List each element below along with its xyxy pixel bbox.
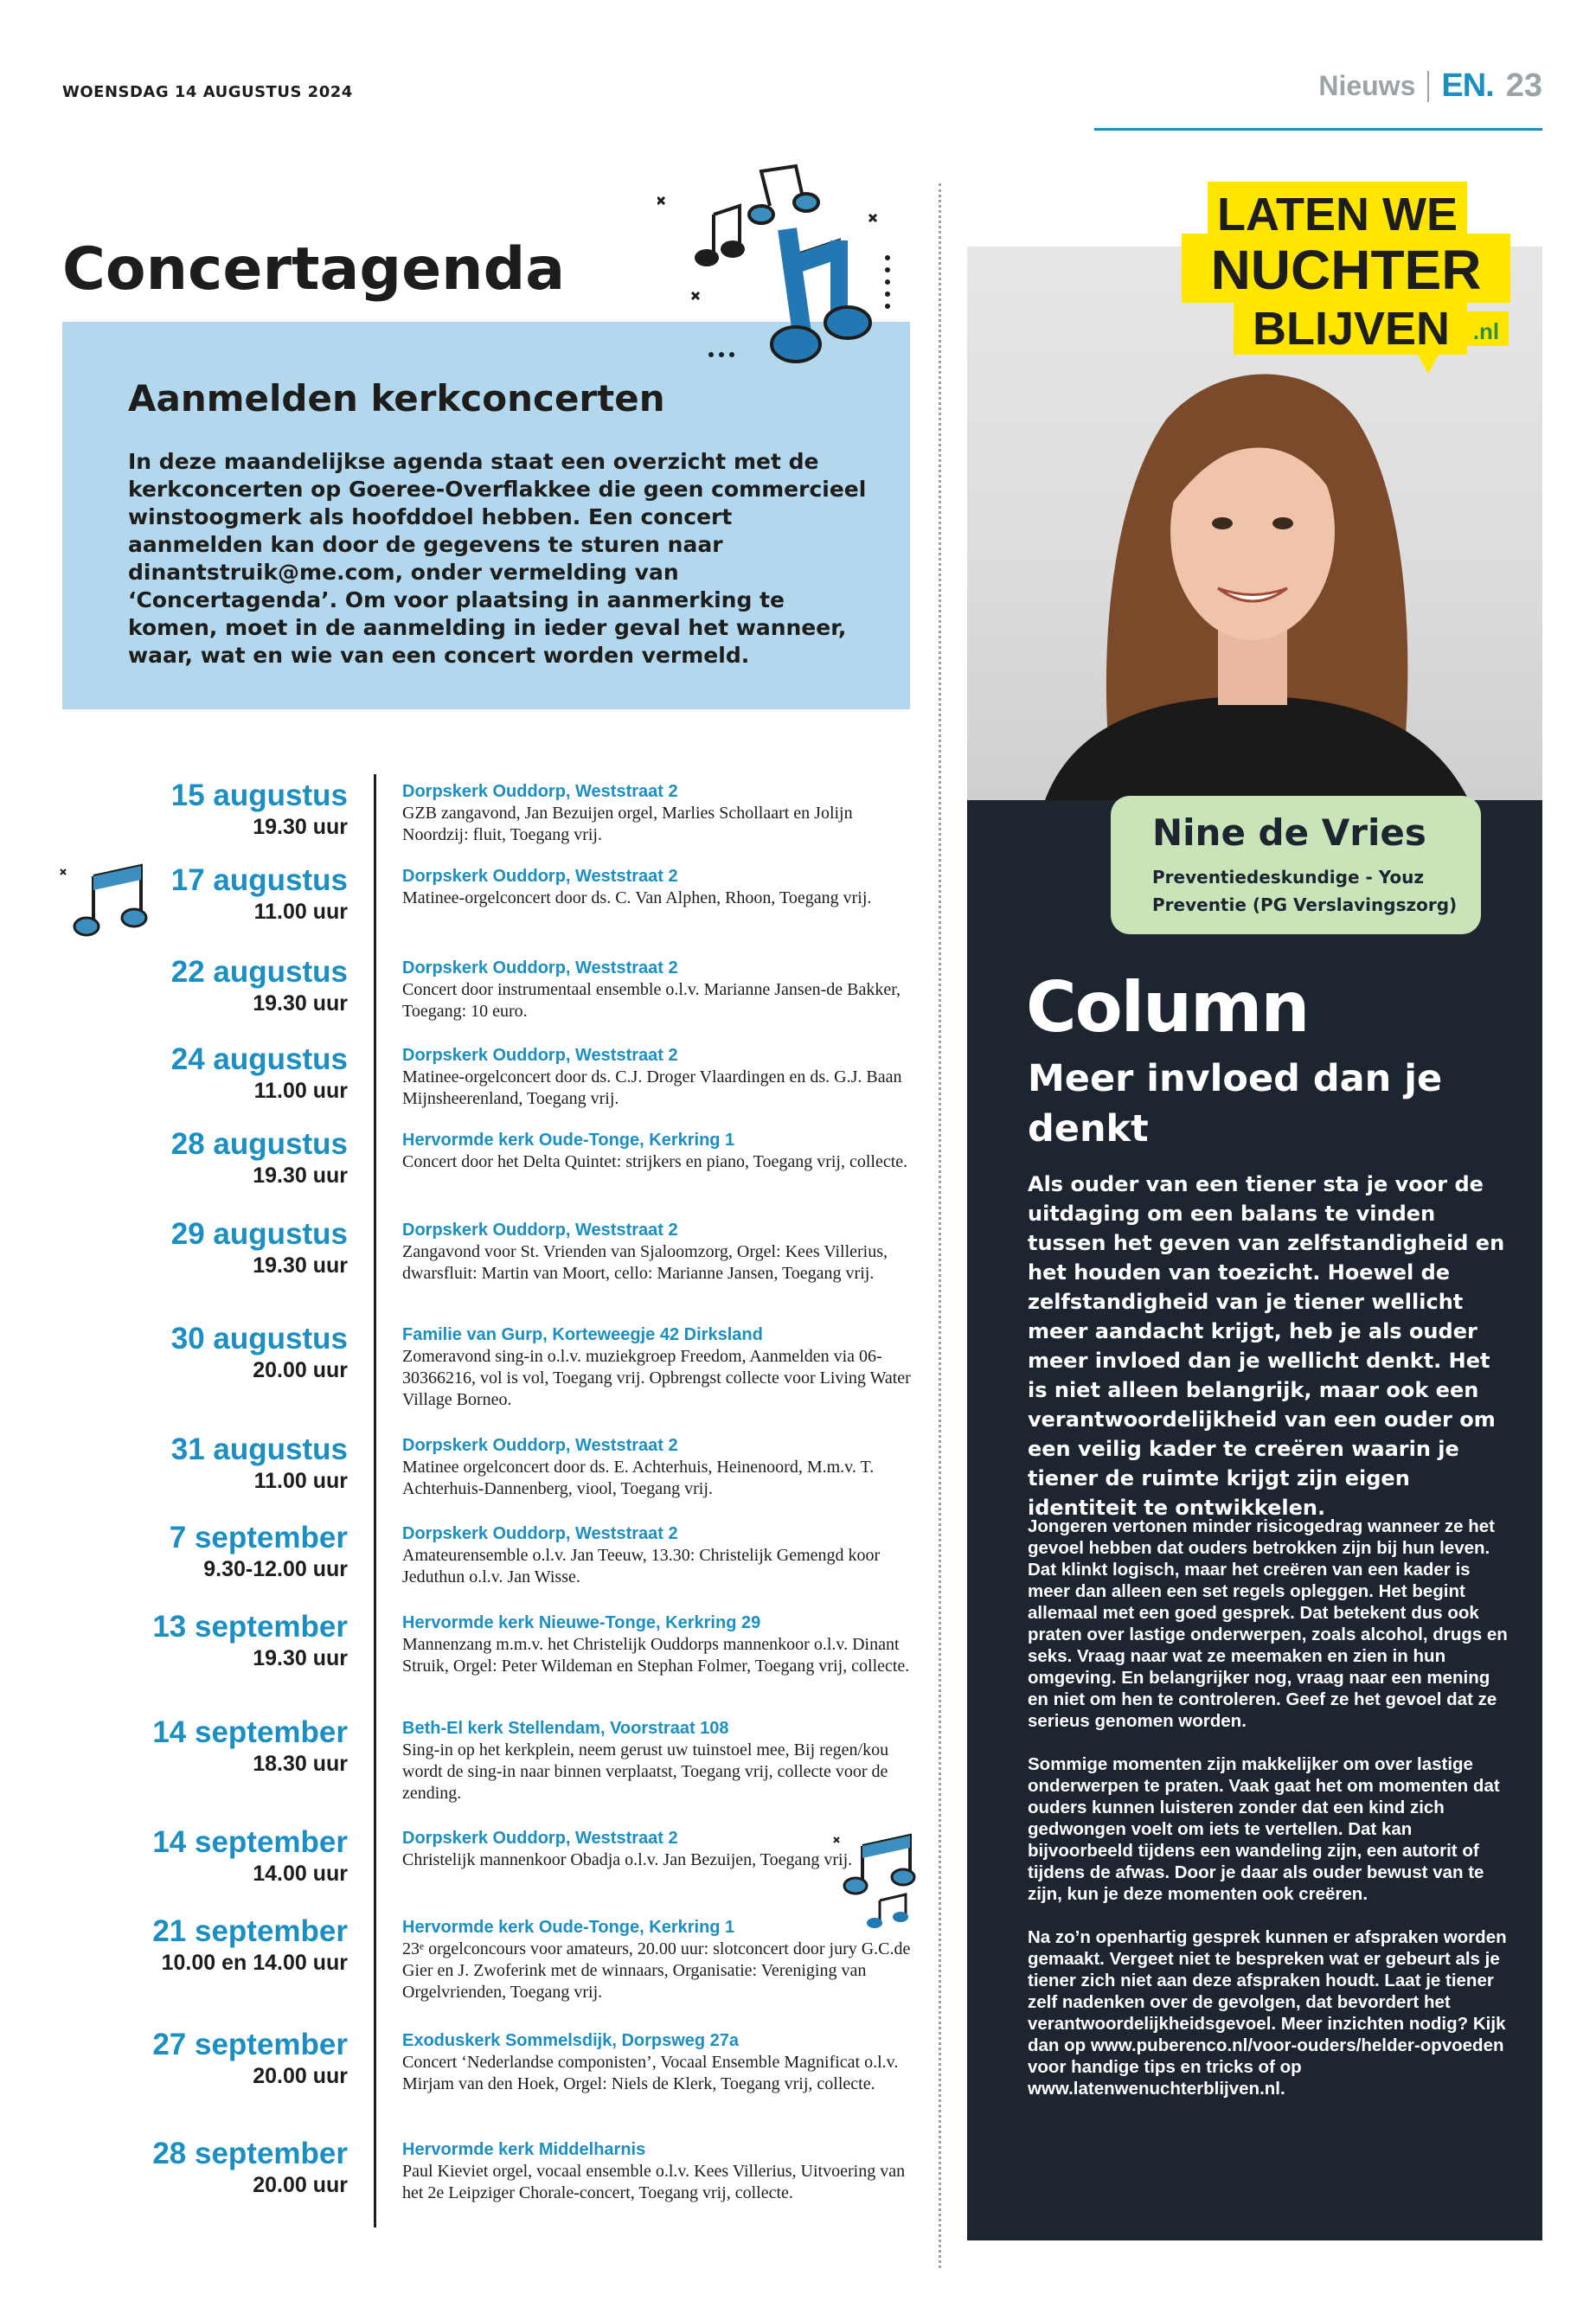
event-location: Hervormde kerk Oude-Tonge, Kerkring 1 bbox=[402, 1918, 735, 1937]
author-role: Preventiedeskundige - Youz Preventie (PG Verslavingszorg) bbox=[1152, 867, 1458, 915]
event-date: 27 september bbox=[152, 2028, 348, 2061]
event-location: Familie van Gurp, Korteweegje 42 Dirksland bbox=[402, 1325, 763, 1344]
event-location: Dorpskerk Ouddorp, Weststraat 2 bbox=[402, 1524, 678, 1543]
info-body: In deze maandelijkse agenda staat een overzicht met de kerkconcerten op Goeree-Overflakkee die geen commercieel winstoogmerk als hoofddoel hebben. Een concert aanmelden kan door de gegevens te sturen naar dinantstruik@me.com, onder vermelding van ‘Concertagenda’. Om voor plaatsing in aanmerking te komen, moet in de aanmelding in ieder geval het wanneer, waar, wat en wie van een concert worden vermeld. bbox=[128, 449, 867, 668]
event-description: Concert ‘Nederlandse componisten’, Vocaal Ensemble Magnificat o.l.v. Mirjam van den Hoek, Orgel: Niels de Klerk, Toegang vrij, collecte. bbox=[402, 2053, 899, 2093]
event-time: 9.30-12.00 uur bbox=[203, 1557, 348, 1581]
info-title: Aanmelden kerkconcerten bbox=[128, 377, 665, 420]
campaign-line1: LATEN WE bbox=[1217, 189, 1458, 240]
campaign-logo bbox=[1182, 182, 1510, 382]
header-rule bbox=[1094, 128, 1542, 131]
event-date: 30 augustus bbox=[170, 1322, 348, 1356]
campaign-suffix: .nl bbox=[1472, 318, 1500, 344]
event-time: 14.00 uur bbox=[253, 1862, 348, 1886]
event-location: Dorpskerk Ouddorp, Weststraat 2 bbox=[402, 1436, 678, 1455]
event-location: Dorpskerk Ouddorp, Weststraat 2 bbox=[402, 867, 678, 886]
event-description: Matinee-orgelconcert door ds. C. Van Alphen, Rhoon, Toegang vrij. bbox=[402, 888, 872, 907]
event-time: 11.00 uur bbox=[253, 1079, 348, 1103]
event-date: 28 augustus bbox=[170, 1127, 348, 1161]
page-title: Concertagenda bbox=[62, 235, 566, 304]
header-divider bbox=[1427, 71, 1429, 102]
event-date: 7 september bbox=[169, 1521, 348, 1554]
event-time: 20.00 uur bbox=[253, 2173, 348, 2197]
event-time: 10.00 en 14.00 uur bbox=[161, 1951, 348, 1975]
event-location: Hervormde kerk Nieuwe-Tonge, Kerkring 29 bbox=[402, 1613, 761, 1632]
event-time: 19.30 uur bbox=[253, 815, 348, 839]
event-description: 23ᵉ orgelconcours voor amateurs, 20.00 uur: slotconcert door jury G.C.de Gier en J. Zwoferink met de winnaars, Organisatie: Vereniging van Orgelvrienden, Toegang vrij. bbox=[402, 1939, 911, 2002]
column-body bbox=[1028, 1516, 1512, 2121]
event-description: Sing-in op het kerkplein, neem gerust uw tuinstoel mee, Bij regen/kou wordt de sing-in naar binnen verplaatst, Toegang vrij, collecte voor de zending. bbox=[402, 1740, 889, 1803]
column-paragraph: Jongeren vertonen minder risicogedrag wanneer ze het gevoel hebben dat ouders betrokken zijn bij hun leven. Dat klinkt logisch, maar het creëren van een kader is meer dan alleen een set regels opleggen. Het begint allemaal met een goed gesprek. Dat betekent dus ook praten over lastige onderwerpen, zoals alcohol, drugs en seks. Vraag naar wat ze meemaken en zien in hun omgeving. En belangrijker nog, vraag naar een mening en niet om hen te controleren. Geef ze het gevoel dat ze serieus genomen worden. bbox=[1028, 1516, 1508, 1731]
event-description: GZB zangavond, Jan Bezuijen orgel, Marlies Schollaart en Jolijn Noordzij: fluit, Toegang vrij. bbox=[402, 804, 853, 844]
event-date: 14 september bbox=[152, 1715, 348, 1749]
column-title: Meer invloed dan je denkt bbox=[1028, 1057, 1443, 1150]
section-name: Nieuws bbox=[1318, 70, 1416, 101]
event-location: Dorpskerk Ouddorp, Weststraat 2 bbox=[402, 1046, 678, 1065]
author-name: Nine de Vries bbox=[1152, 811, 1426, 854]
event-date: 17 augustus bbox=[170, 863, 348, 897]
event-time: 20.00 uur bbox=[253, 1358, 348, 1382]
event-description: Matinee-orgelconcert door ds. C.J. Droger Vlaardingen en ds. G.J. Baan Mijnsheerenland, Toegang vrij. bbox=[402, 1067, 902, 1108]
column-lead: Als ouder van een tiener sta je voor de uitdaging om een balans te vinden tussen het geven van zelfstandigheid en het houden van toezicht. Hoewel de zelfstandigheid van je tiener wellicht meer aandacht krijgt, heb je als ouder meer invloed dan je wellicht denkt. Het is niet alleen belangrijk, maar ook een verantwoordelijkheid van een ouder om een veilig kader te creëren waarin je tiener de ruimte krijgt zijn eigen identiteit te ontwikkelen. bbox=[1028, 1172, 1505, 1520]
event-description: Concert door het Delta Quintet: strijkers en piano, Toegang vrij, collecte. bbox=[402, 1152, 908, 1171]
event-description: Amateurensemble o.l.v. Jan Teeuw, 13.30: Christelijk Gemengd koor Jeduthun o.l.v. Jan Wisse. bbox=[402, 1546, 881, 1586]
event-location: Dorpskerk Ouddorp, Weststraat 2 bbox=[402, 958, 678, 977]
issue-date: WOENSDAG 14 AUGUSTUS 2024 bbox=[62, 83, 353, 101]
event-description: Matinee orgelconcert door ds. E. Achterhuis, Heinenoord, M.m.v. T. Achterhuis-Dannenberg, viool, Toegang vrij. bbox=[402, 1458, 875, 1498]
event-description: Mannenzang m.m.v. het Christelijk Ouddorps mannenkoor o.l.v. Dinant Struik, Orgel: Peter Wildeman en Stephan Folmer, Toegang vrij, collecte. bbox=[402, 1635, 910, 1676]
event-description: Zomeravond sing-in o.l.v. muziekgroep Freedom, Aanmelden via 06-30366216, vol is vol, Toegang vrij. Opbrengst collecte voor Living Water Village Borneo. bbox=[402, 1347, 911, 1409]
event-time: 19.30 uur bbox=[253, 1253, 348, 1278]
music-notes-icon bbox=[657, 154, 900, 379]
event-date: 29 augustus bbox=[170, 1217, 348, 1251]
event-description: Concert door instrumentaal ensemble o.l.v. Marianne Jansen-de Bakker, Toegang: 10 euro. bbox=[402, 980, 901, 1021]
event-location: Hervormde kerk Middelharnis bbox=[402, 2140, 646, 2159]
event-location: Dorpskerk Ouddorp, Weststraat 2 bbox=[402, 1829, 678, 1848]
event-description: Christelijk mannenkoor Obadja o.l.v. Jan Bezuijen, Toegang vrij. bbox=[402, 1850, 853, 1869]
campaign-line3: BLIJVEN bbox=[1252, 303, 1451, 355]
event-time: 19.30 uur bbox=[253, 1163, 348, 1188]
event-date: 24 augustus bbox=[170, 1042, 348, 1076]
event-time: 19.30 uur bbox=[253, 1646, 348, 1670]
event-location: Beth-El kerk Stellendam, Voorstraat 108 bbox=[402, 1719, 729, 1738]
event-time: 11.00 uur bbox=[253, 1469, 348, 1493]
column-divider bbox=[939, 183, 941, 2268]
column-paragraph: Sommige momenten zijn makkelijker om over lastige onderwerpen te praten. Vaak gaat het om momenten dat ouders kunnen luisteren zonder dat een kind zich gedwongen voelt om iets te vertellen. Dat kan bijvoorbeeld tijdens een wandeling zijn, een autorit of tijdens de afwas. Door je daar als ouder bewust van te zijn, kun je deze momenten ook creëren. bbox=[1028, 1754, 1500, 1904]
page-number: 23 bbox=[1505, 67, 1542, 104]
column-label: Column bbox=[1026, 967, 1309, 1048]
event-time: 11.00 uur bbox=[253, 900, 348, 924]
campaign-line2: NUCHTER bbox=[1210, 239, 1482, 301]
event-date: 28 september bbox=[152, 2137, 348, 2170]
event-date: 14 september bbox=[152, 1825, 348, 1859]
event-location: Dorpskerk Ouddorp, Weststraat 2 bbox=[402, 782, 678, 801]
event-location: Exoduskerk Sommelsdijk, Dorpsweg 27a bbox=[402, 2031, 740, 2050]
column-paragraph: Na zo’n openhartig gesprek kunnen er afspraken worden gemaakt. Vergeet niet te bespreken wat er gebeurt als je tiener zich niet aan deze afspraken houdt. Laat je tiener zelf nadenken over de gevolgen, dat bevordert het verantwoordelijkheidsgevoel. Meer inzichten nodig? Kijk dan op www.puberenco.nl/voor-ouders/helder-opvoeden voor handige tips en tricks of op www.latenwenuchterblijven.nl. bbox=[1028, 1927, 1507, 2099]
event-time: 19.30 uur bbox=[253, 991, 348, 1016]
brand-logo: EN. bbox=[1441, 67, 1494, 104]
event-date: 15 augustus bbox=[170, 779, 348, 812]
event-time: 18.30 uur bbox=[253, 1752, 348, 1776]
event-description: Zangavond voor St. Vrienden van Sjaloomzorg, Orgel: Kees Villerius, dwarsfluit: Martin van Moort, cello: Marianne Jansen, Toegang vrij. bbox=[402, 1242, 888, 1283]
event-location: Dorpskerk Ouddorp, Weststraat 2 bbox=[402, 1221, 678, 1240]
page-header bbox=[1318, 67, 1542, 105]
event-date: 21 september bbox=[152, 1914, 348, 1948]
event-date: 31 augustus bbox=[170, 1433, 348, 1466]
event-time: 20.00 uur bbox=[253, 2064, 348, 2088]
music-notes-icon bbox=[832, 1827, 927, 1931]
event-date: 22 augustus bbox=[170, 955, 348, 989]
event-date: 13 september bbox=[152, 1610, 348, 1644]
music-notes-icon bbox=[59, 859, 154, 937]
agenda-rule bbox=[374, 774, 376, 2227]
event-description: Paul Kieviet orgel, vocaal ensemble o.l.v. Kees Villerius, Uitvoering van het 2e Leipziger Chorale-concert, Toegang vrij, collecte. bbox=[402, 2162, 906, 2202]
event-location: Hervormde kerk Oude-Tonge, Kerkring 1 bbox=[402, 1131, 735, 1150]
